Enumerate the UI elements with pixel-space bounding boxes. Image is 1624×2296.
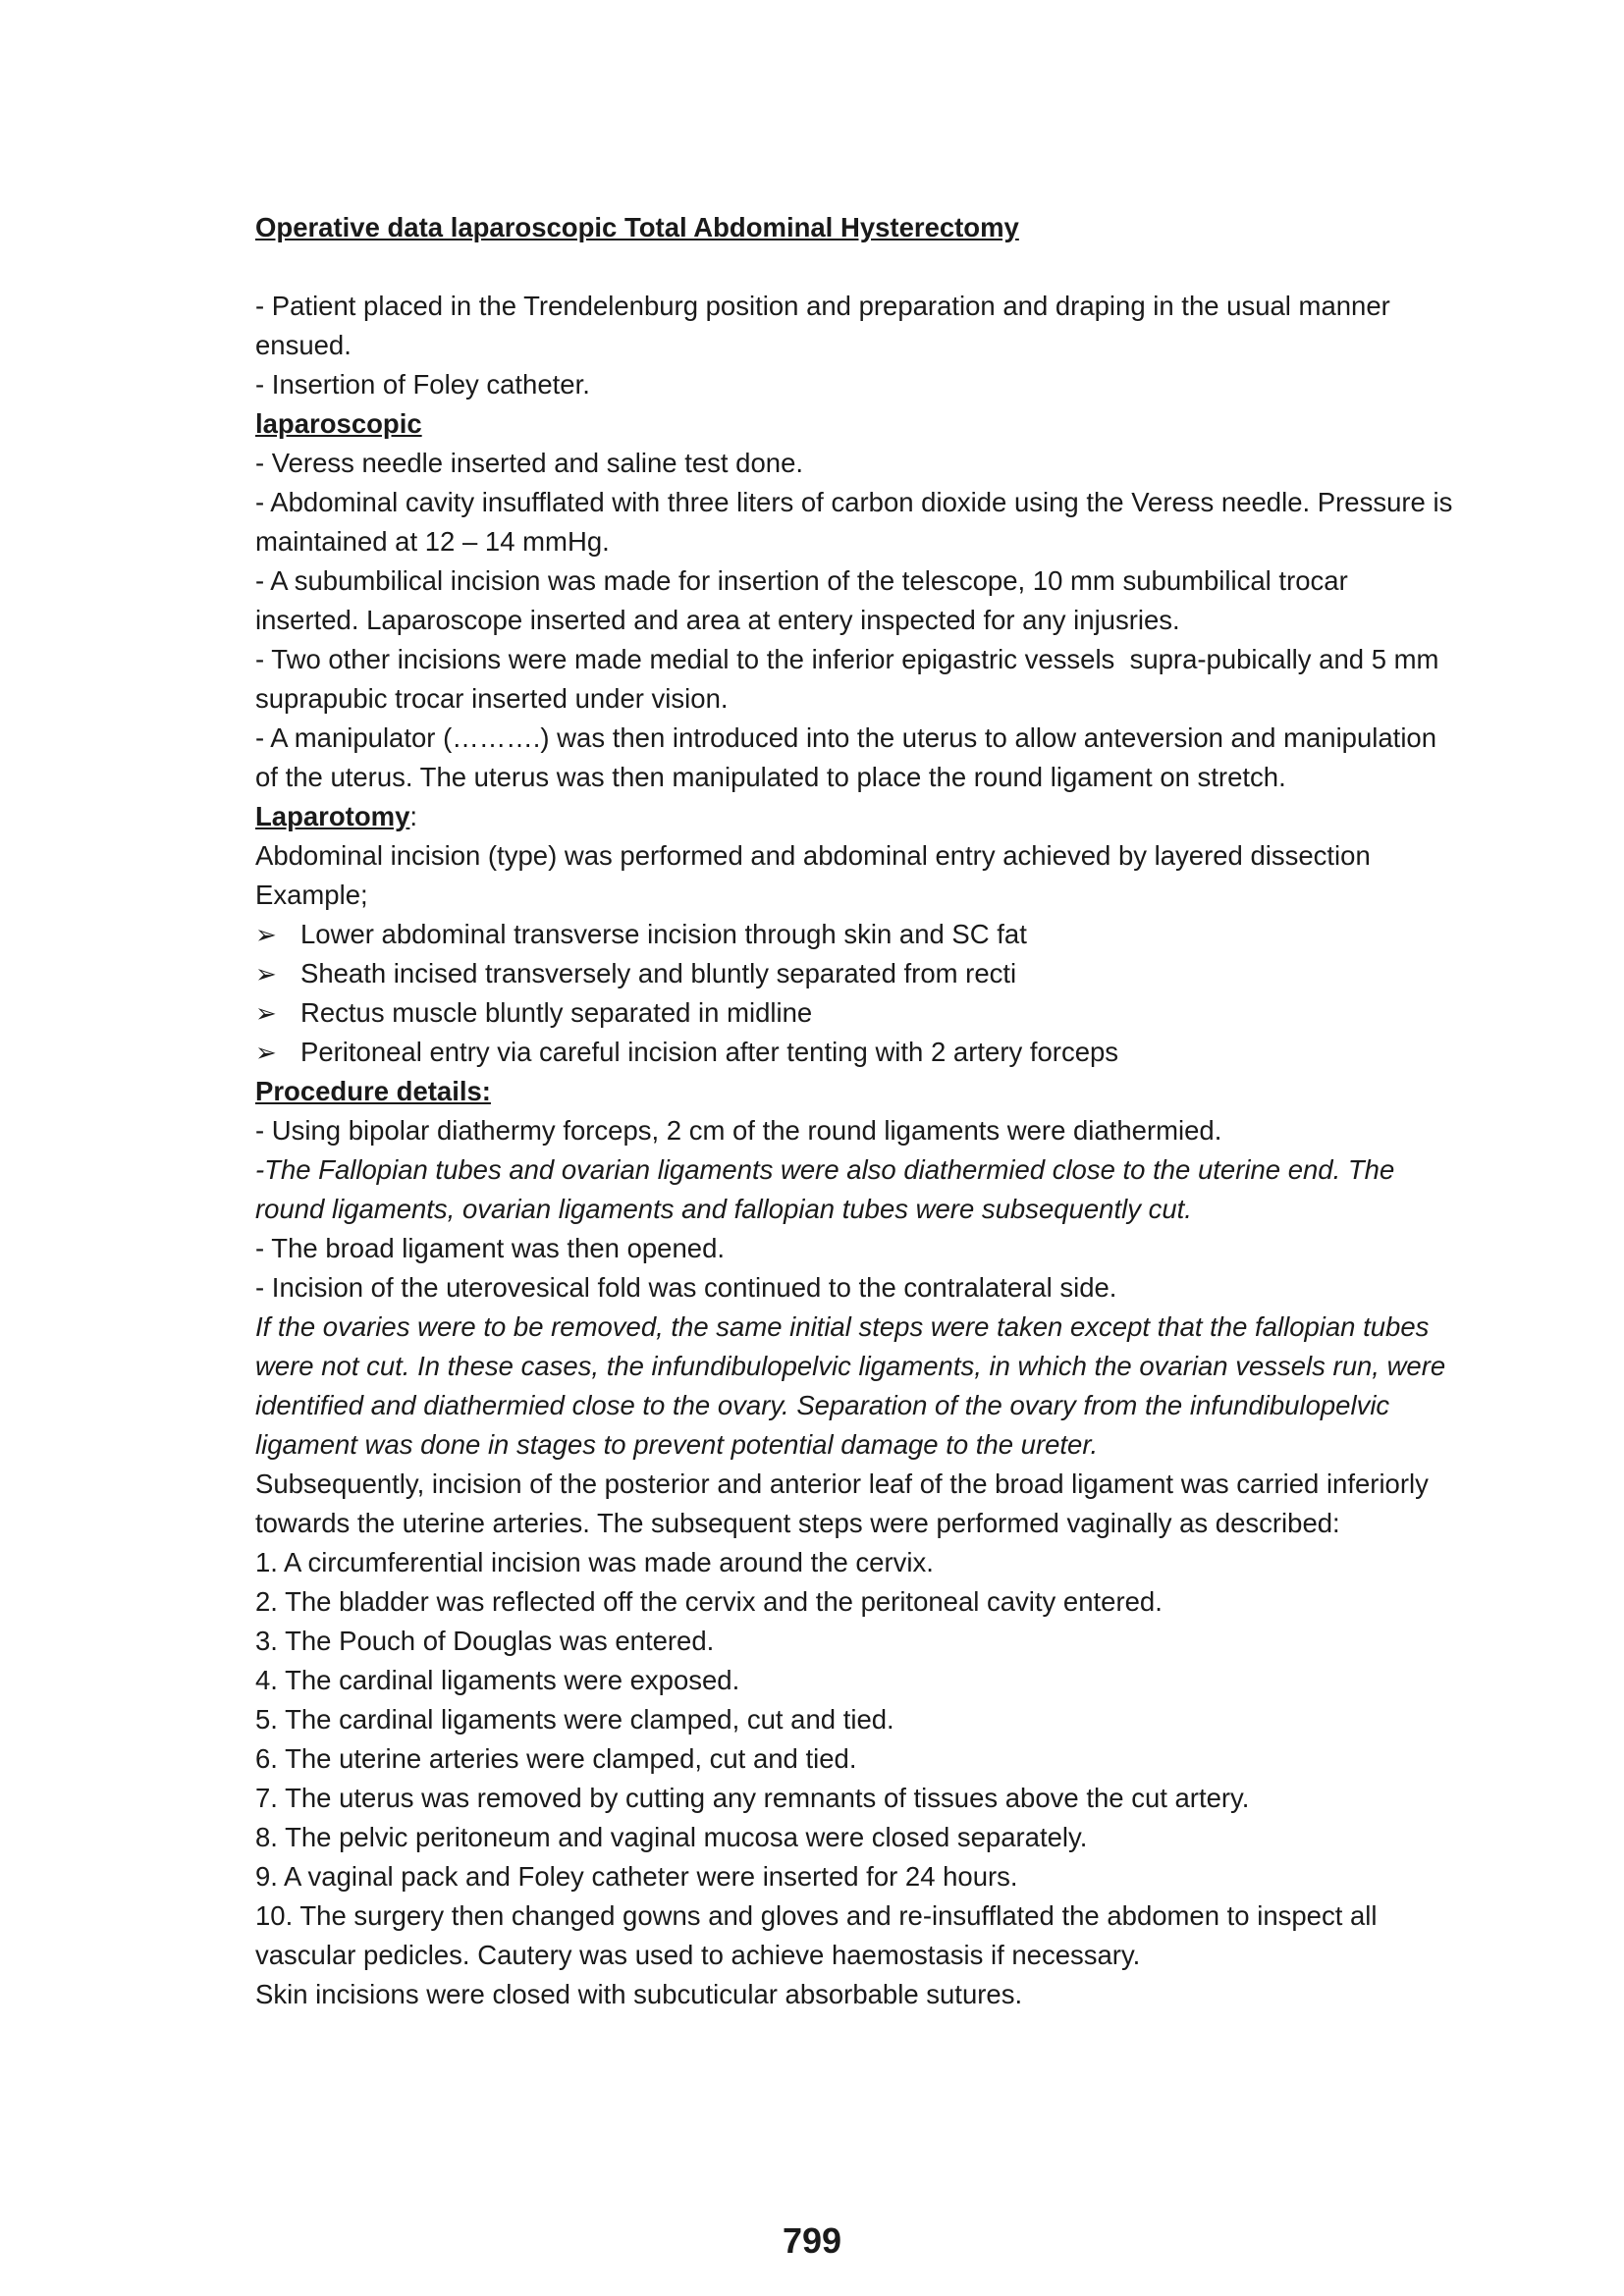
page-number: 799 <box>782 2220 842 2261</box>
procedure-step: 9. A vaginal pack and Foley catheter were inserted for 24 hours. <box>255 1861 1018 1892</box>
procedure-line: - The broad ligament was then opened. <box>255 1233 726 1263</box>
arrow-bullet-icon: ➢ <box>255 959 277 988</box>
laparoscopic-line: - Abdominal cavity insufflated with three liters of carbon dioxide using the Veress needle. Pressure is maintained at 12 – 14 mmHg. <box>255 487 1460 557</box>
intro-line: - Insertion of Foley catheter. <box>255 369 590 400</box>
laparotomy-line: Abdominal incision (type) was performed and abdominal entry achieved by layered dissection Example; <box>255 840 1379 910</box>
document-title: Operative data laparoscopic Total Abdominal Hysterectomy <box>255 212 1019 242</box>
arrow-bullet-icon: ➢ <box>255 1038 277 1067</box>
arrow-bullet-icon: ➢ <box>255 998 277 1028</box>
bullet-text: Lower abdominal transverse incision through skin and SC fat <box>300 919 1027 949</box>
laparoscopic-line: - Veress needle inserted and saline test done. <box>255 448 804 478</box>
bullet-text: Rectus muscle bluntly separated in midline <box>300 997 813 1028</box>
bullet-text: Peritoneal entry via careful incision after tenting with 2 artery forceps <box>300 1037 1119 1067</box>
bullet-text: Sheath incised transversely and bluntly separated from recti <box>300 958 1017 988</box>
procedure-step: 3. The Pouch of Douglas was entered. <box>255 1626 715 1656</box>
procedure-step: 4. The cardinal ligaments were exposed. <box>255 1665 740 1695</box>
intro-line: - Patient placed in the Trendelenburg position and preparation and draping in the usual manner ensued. <box>255 291 1398 360</box>
procedure-line: - Using bipolar diathermy forceps, 2 cm of the round ligaments were diathermied. <box>255 1115 1222 1146</box>
procedure-step: 7. The uterus was removed by cutting any remnants of tissues above the cut artery. <box>255 1783 1250 1813</box>
procedure-step: 5. The cardinal ligaments were clamped, cut and tied. <box>255 1704 894 1735</box>
list-item <box>255 915 1453 954</box>
closing-line: Skin incisions were closed with subcuticular absorbable sutures. <box>255 1979 1023 2009</box>
list-item <box>255 954 1453 993</box>
laparotomy-bullet-list <box>255 915 1453 1072</box>
laparoscopic-line: - Two other incisions were made medial to the inferior epigastric vessels supra-pubically and 5 mm suprapubic trocar inserted under vision. <box>255 644 1447 714</box>
laparotomy-heading-colon: : <box>409 801 418 831</box>
procedure-step: 6. The uterine arteries were clamped, cut and tied. <box>255 1743 857 1774</box>
laparoscopic-heading: laparoscopic <box>255 408 422 439</box>
procedure-heading: Procedure details: <box>255 1076 491 1106</box>
procedure-step: 8. The pelvic peritoneum and vaginal mucosa were closed separately. <box>255 1822 1088 1852</box>
list-item <box>255 1033 1453 1072</box>
laparoscopic-line: - A manipulator (……….) was then introduced into the uterus to allow anteversion and manipulation of the uterus. The uterus was then manipulated to place the round ligament on stretch. <box>255 722 1444 792</box>
procedure-italic-paragraph: -The Fallopian tubes and ovarian ligaments were also diathermied close to the uterine end. The round ligaments, ovarian ligaments and fallopian tubes were subsequently cut. <box>255 1154 1402 1224</box>
procedure-line: - Incision of the uterovesical fold was continued to the contralateral side. <box>255 1272 1117 1303</box>
list-item <box>255 993 1453 1033</box>
laparotomy-heading <box>255 797 1453 836</box>
document-body <box>255 208 1460 2014</box>
arrow-bullet-icon: ➢ <box>255 920 277 949</box>
procedure-italic-paragraph: If the ovaries were to be removed, the same initial steps were taken except that the fallopian tubes were not cut. In these cases, the infundibulopelvic ligaments, in which the ovarian vessels run, were identified and diathermied close to the ovary. Separation of the ovary from the infundibulopelvic ligament was done in stages to prevent potential damage to the ureter. <box>255 1311 1453 1460</box>
procedure-step: 10. The surgery then changed gowns and gloves and re-insufflated the abdomen to inspect all vascular pedicles. Cautery was used to achieve haemostasis if necessary. <box>255 1900 1385 1970</box>
laparoscopic-line: - A subumbilical incision was made for insertion of the telescope, 10 mm subumbilical trocar inserted. Laparoscope inserted and area at entery inspected for any injusries. <box>255 565 1356 635</box>
procedure-step: 2. The bladder was reflected off the cervix and the peritoneal cavity entered. <box>255 1586 1163 1617</box>
procedure-line: Subsequently, incision of the posterior and anterior leaf of the broad ligament was carried inferiorly towards the uterine arteries. The subsequent steps were performed vaginally as described: <box>255 1468 1436 1538</box>
procedure-step: 1. A circumferential incision was made around the cervix. <box>255 1547 934 1577</box>
laparotomy-heading-text: Laparotomy <box>255 801 410 831</box>
